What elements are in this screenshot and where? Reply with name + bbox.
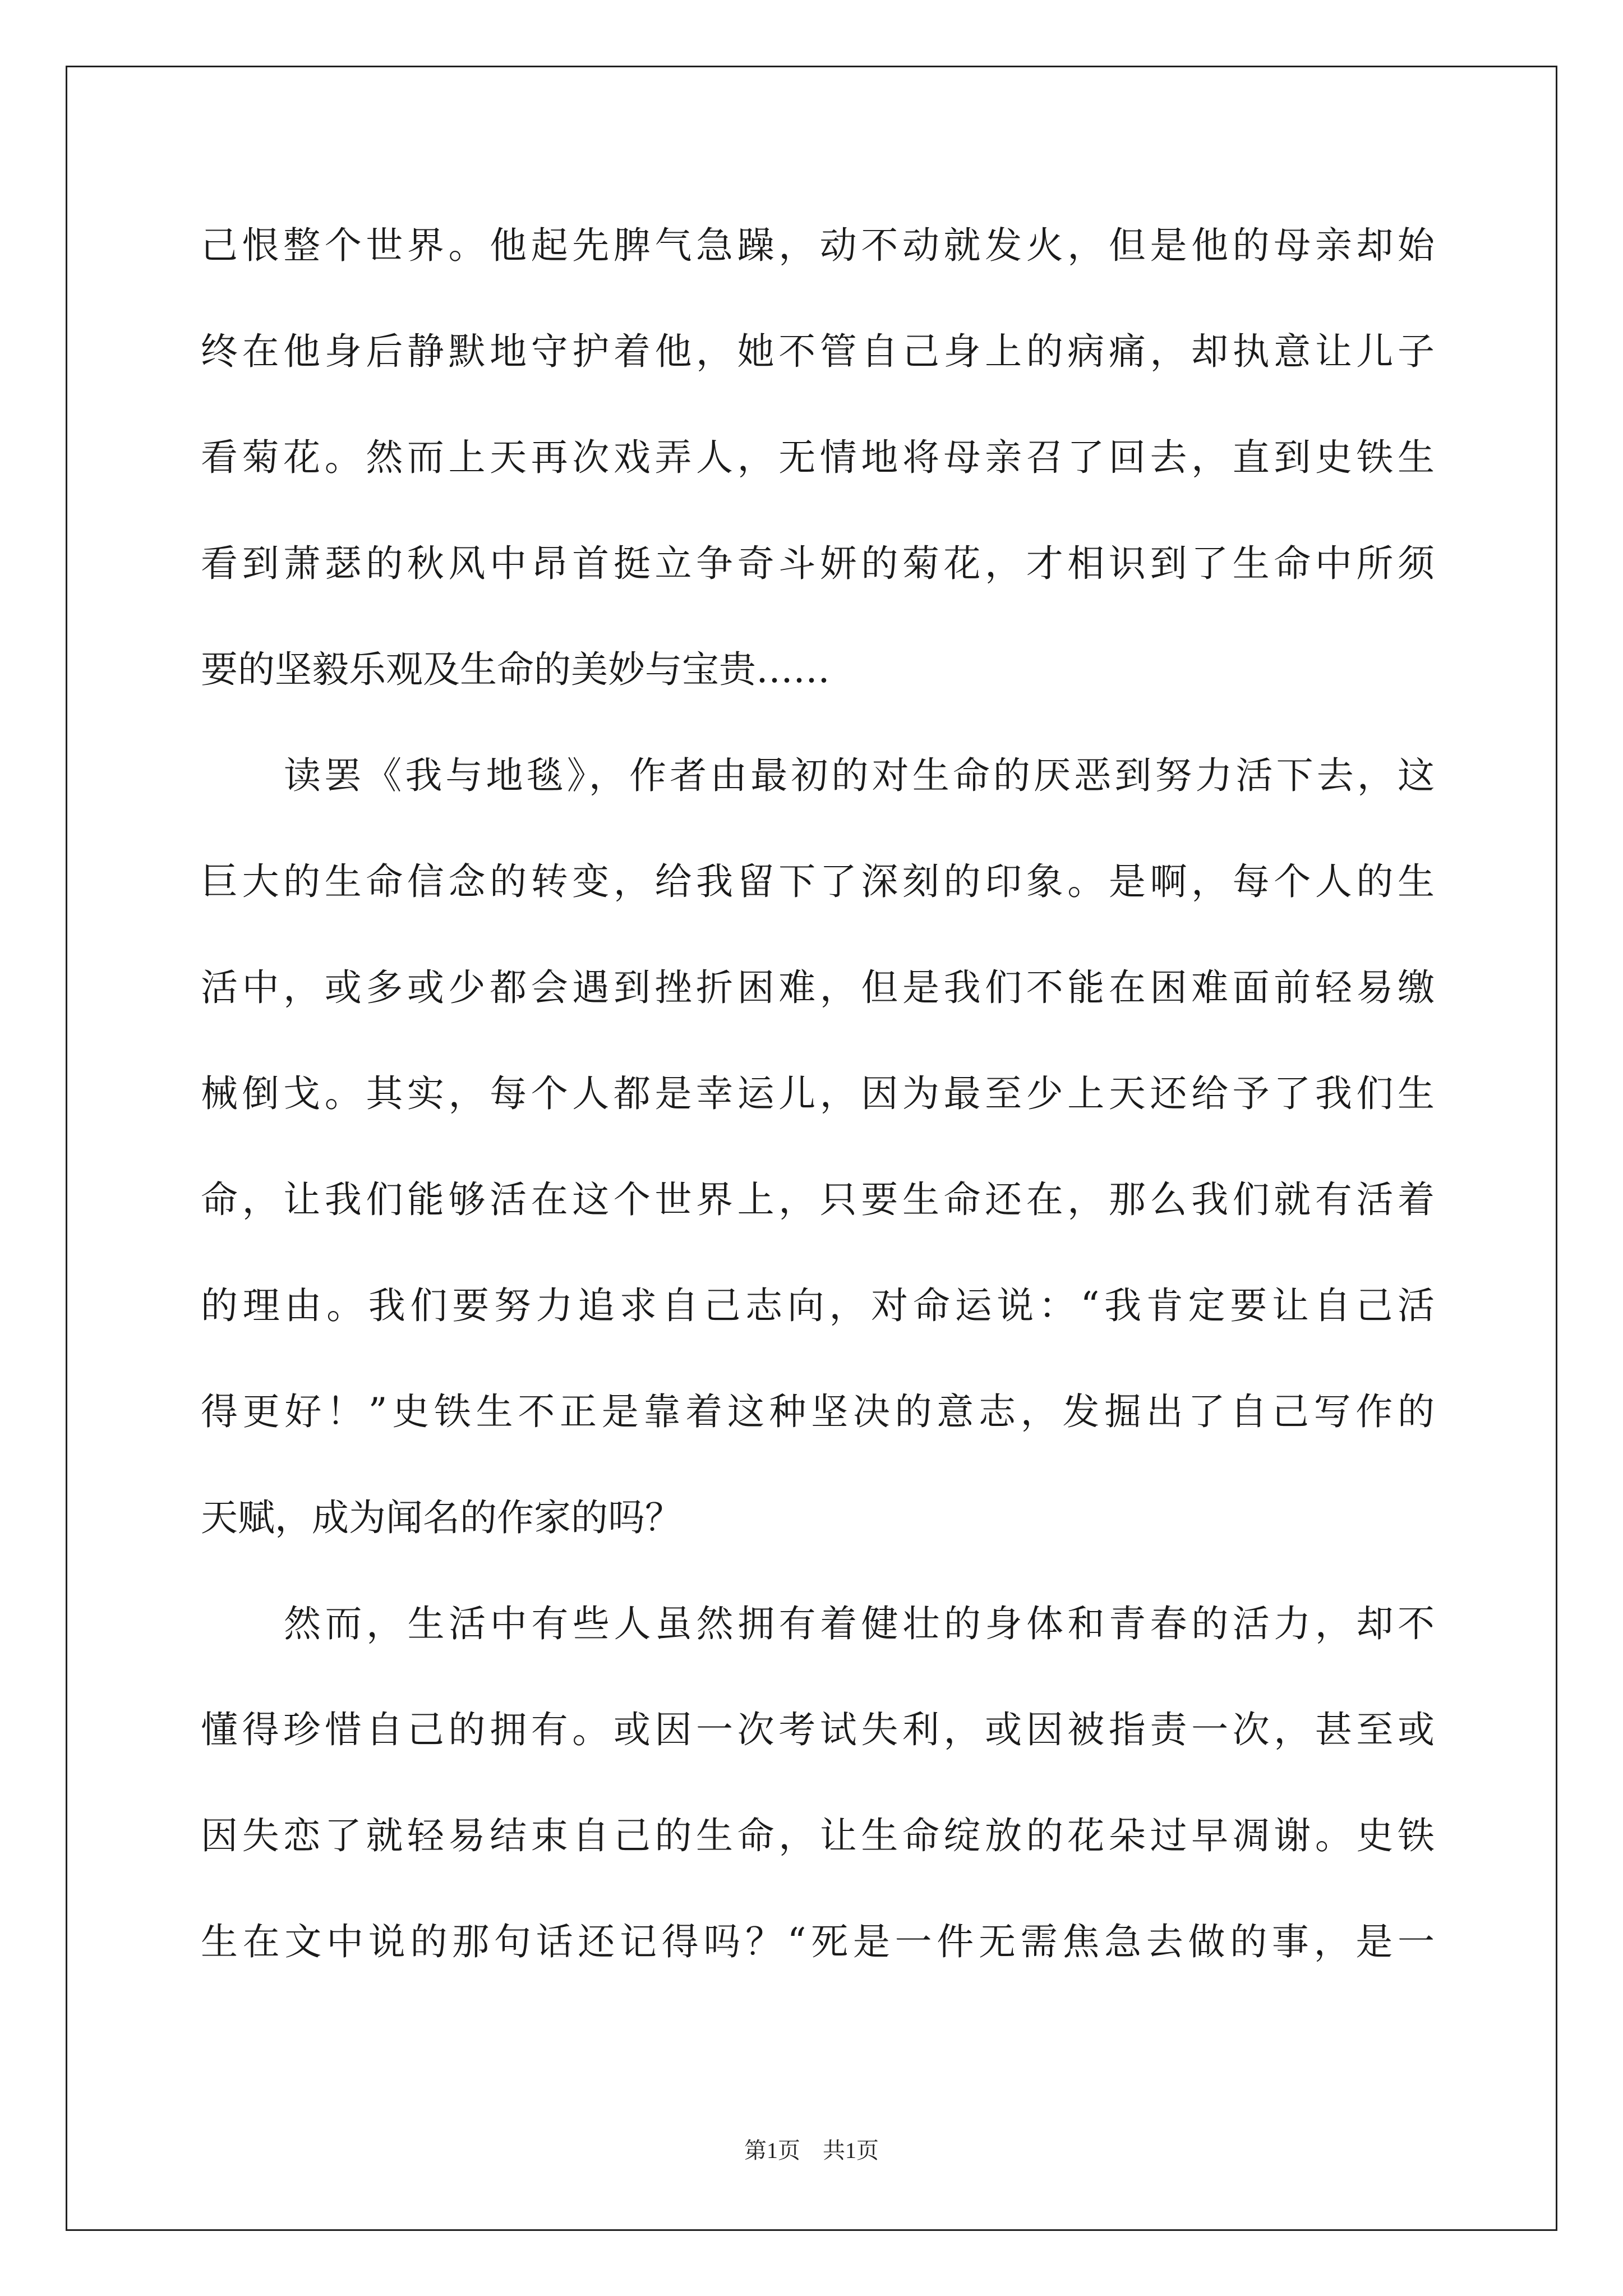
text-line: 读罢《我与地毯》，作者由最初的对生命的厌恶到努力活下去，这 — [284, 754, 1435, 797]
text-line: 的理由。我们要努力追求自己志向，对命运说：“我肯定要让自己活 — [201, 1284, 1435, 1327]
text-line: 巨大的生命信念的转变，给我留下了深刻的印象。是啊，每个人的生 — [201, 860, 1435, 903]
text-line: 终在他身后静默地守护着他，她不管自己身上的病痛，却执意让儿子 — [201, 330, 1435, 373]
text-line: 看到萧瑟的秋风中昂首挺立争奇斗妍的菊花，才相识到了生命中所须 — [201, 542, 1435, 585]
text-line: 生在文中说的那句话还记得吗？“死是一件无需焦急去做的事，是一 — [201, 1920, 1435, 1963]
text-line: 己恨整个世界。他起先脾气急躁，动不动就发火，但是他的母亲却始 — [201, 224, 1435, 267]
text-line: 天赋，成为闻名的作家的吗？ — [201, 1496, 682, 1539]
text-line: 看菊花。然而上天再次戏弄人，无情地将母亲召了回去，直到史铁生 — [201, 436, 1435, 479]
text-line: 活中，或多或少都会遇到挫折困难，但是我们不能在困难面前轻易缴 — [201, 966, 1435, 1009]
text-line: 因失恋了就轻易结束自己的生命，让生命绽放的花朵过早凋谢。史铁 — [201, 1814, 1435, 1857]
text-line: 得更好！”史铁生不正是靠着这种坚决的意志，发掘出了自己写作的 — [201, 1390, 1435, 1433]
text-line: 命，让我们能够活在这个世界上，只要生命还在，那么我们就有活着 — [201, 1178, 1435, 1221]
page-number-footer: 第1页 共1页 — [744, 2138, 879, 2163]
text-line: 要的坚毅乐观及生命的美妙与宝贵…… — [201, 648, 830, 691]
page-border — [66, 66, 1557, 2231]
text-line: 然而，生活中有些人虽然拥有着健壮的身体和青春的活力，却不 — [284, 1602, 1435, 1645]
text-line: 械倒戈。其实，每个人都是幸运儿，因为最至少上天还给予了我们生 — [201, 1072, 1435, 1115]
text-line: 懂得珍惜自己的拥有。或因一次考试失利，或因被指责一次，甚至或 — [201, 1708, 1435, 1751]
